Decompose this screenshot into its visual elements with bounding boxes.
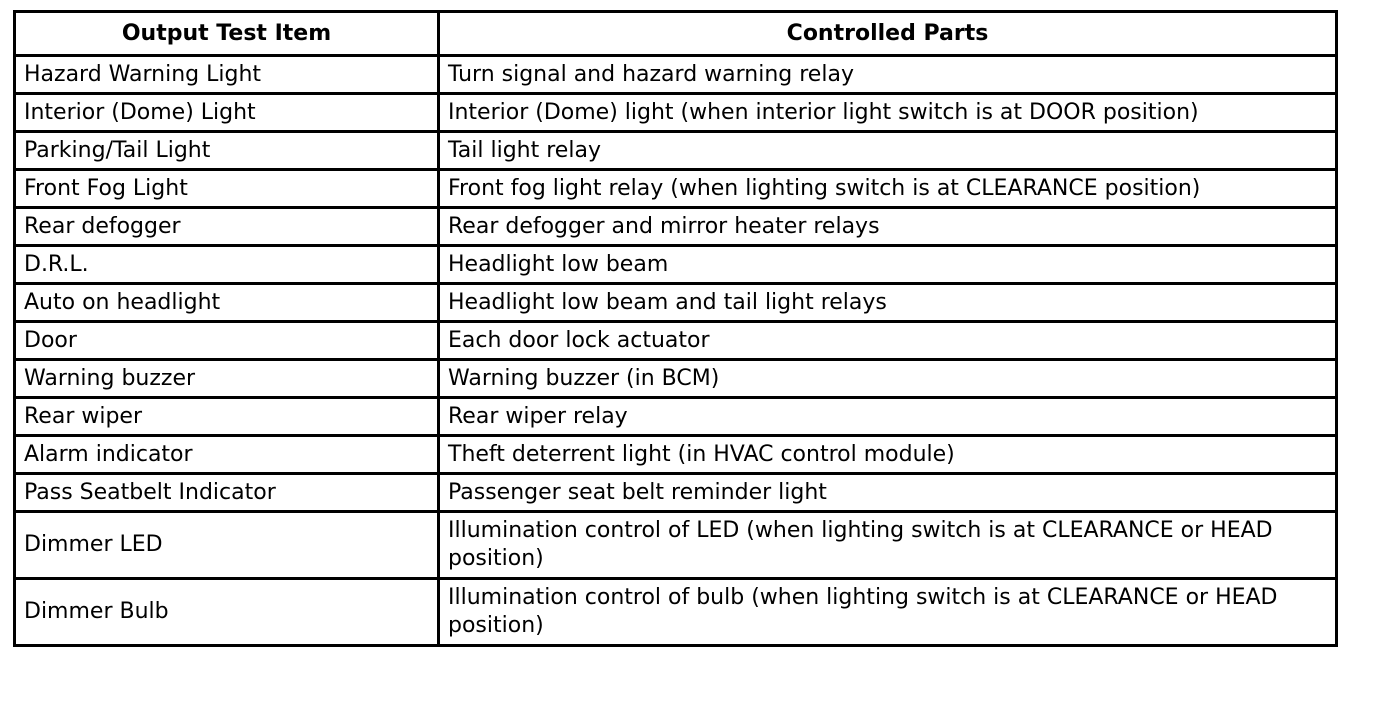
table-body: [15, 56, 1337, 646]
table-row: [15, 436, 1337, 474]
output-test-item-cell: Front Fog Light: [15, 170, 439, 208]
output-test-item-cell: Rear wiper: [15, 398, 439, 436]
controlled-parts-cell: Interior (Dome) light (when interior light switch is at DOOR position): [439, 94, 1337, 132]
output-test-item-cell: Interior (Dome) Light: [15, 94, 439, 132]
table-row: [15, 512, 1337, 579]
table-row: [15, 398, 1337, 436]
table-row: [15, 360, 1337, 398]
table-row: [15, 170, 1337, 208]
controlled-parts-cell: Tail light relay: [439, 132, 1337, 170]
table-row: [15, 246, 1337, 284]
table-row: [15, 132, 1337, 170]
output-test-item-cell: D.R.L.: [15, 246, 439, 284]
controlled-parts-cell: Illumination control of LED (when lighting switch is at CLEARANCE or HEAD position): [439, 512, 1337, 579]
controlled-parts-cell: Turn signal and hazard warning relay: [439, 56, 1337, 94]
controlled-parts-cell: Headlight low beam and tail light relays: [439, 284, 1337, 322]
output-test-item-cell: Dimmer Bulb: [15, 579, 439, 646]
controlled-parts-cell: Each door lock actuator: [439, 322, 1337, 360]
output-test-item-cell: Parking/Tail Light: [15, 132, 439, 170]
table-row: [15, 474, 1337, 512]
table-row: [15, 284, 1337, 322]
controlled-parts-cell: Rear defogger and mirror heater relays: [439, 208, 1337, 246]
table-row: [15, 208, 1337, 246]
output-test-item-cell: Dimmer LED: [15, 512, 439, 579]
controlled-parts-cell: Front fog light relay (when lighting switch is at CLEARANCE position): [439, 170, 1337, 208]
output-test-item-cell: Hazard Warning Light: [15, 56, 439, 94]
header-row: [15, 12, 1337, 56]
controlled-parts-cell: Passenger seat belt reminder light: [439, 474, 1337, 512]
output-test-table-container: [13, 10, 1335, 647]
output-test-item-cell: Door: [15, 322, 439, 360]
controlled-parts-cell: Theft deterrent light (in HVAC control module): [439, 436, 1337, 474]
table-header: [15, 12, 1337, 56]
controlled-parts-cell: Warning buzzer (in BCM): [439, 360, 1337, 398]
controlled-parts-cell: Illumination control of bulb (when lighting switch is at CLEARANCE or HEAD position): [439, 579, 1337, 646]
output-test-item-cell: Pass Seatbelt Indicator: [15, 474, 439, 512]
table-row: [15, 322, 1337, 360]
table-row: [15, 579, 1337, 646]
column-header-output-test-item: Output Test Item: [15, 12, 439, 56]
column-header-controlled-parts: Controlled Parts: [439, 12, 1337, 56]
table-row: [15, 56, 1337, 94]
controlled-parts-cell: Rear wiper relay: [439, 398, 1337, 436]
output-test-item-cell: Warning buzzer: [15, 360, 439, 398]
output-test-item-cell: Alarm indicator: [15, 436, 439, 474]
table-row: [15, 94, 1337, 132]
output-test-item-cell: Rear defogger: [15, 208, 439, 246]
output-test-item-cell: Auto on headlight: [15, 284, 439, 322]
output-test-table: [13, 10, 1338, 647]
controlled-parts-cell: Headlight low beam: [439, 246, 1337, 284]
